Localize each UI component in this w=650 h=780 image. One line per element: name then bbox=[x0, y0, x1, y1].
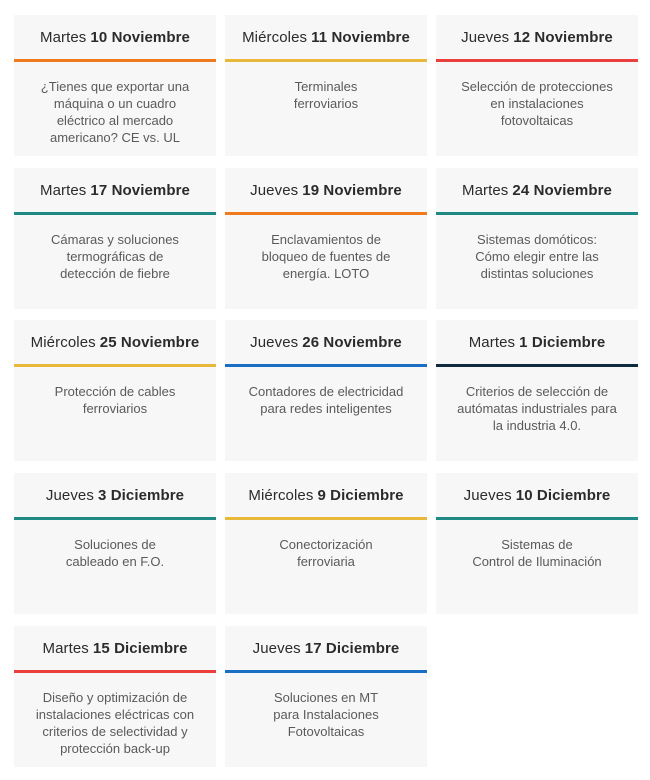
event-title-line: fotovoltaicas bbox=[500, 113, 574, 128]
event-card[interactable] bbox=[436, 473, 638, 614]
event-title-line: Cámaras y soluciones bbox=[51, 232, 179, 247]
event-date-heading bbox=[436, 168, 638, 212]
event-title-line: la industria 4.0. bbox=[492, 418, 582, 433]
event-date: 12 Noviembre bbox=[513, 28, 613, 46]
event-date: 25 Noviembre bbox=[99, 333, 200, 351]
event-date: 17 Noviembre bbox=[90, 181, 191, 199]
event-title-line: Sistemas domóticos: bbox=[477, 232, 597, 247]
event-date-heading bbox=[225, 168, 427, 212]
event-title-line: Protección de cables bbox=[54, 384, 176, 399]
event-card[interactable] bbox=[225, 473, 427, 614]
event-title bbox=[14, 367, 216, 417]
event-date: 15 Diciembre bbox=[92, 639, 188, 657]
event-weekday: Martes bbox=[461, 181, 509, 199]
event-title-line: para redes inteligentes bbox=[260, 401, 392, 416]
event-weekday: Jueves bbox=[250, 181, 299, 199]
event-title-line: Cómo elegir entre las bbox=[475, 249, 599, 264]
event-title-line: ¿Tienes que exportar una bbox=[40, 79, 190, 94]
event-title-line: Fotovoltaicas bbox=[287, 724, 365, 739]
event-weekday: Jueves bbox=[461, 28, 510, 46]
event-date-heading bbox=[14, 168, 216, 212]
event-title-line: Conectorización bbox=[279, 537, 373, 552]
event-weekday: Martes bbox=[42, 639, 89, 657]
event-title-line: instalaciones eléctricas con bbox=[35, 707, 195, 722]
event-card[interactable] bbox=[225, 15, 427, 156]
event-title bbox=[225, 673, 427, 740]
event-weekday: Miércoles bbox=[242, 28, 308, 46]
event-card[interactable] bbox=[14, 473, 216, 614]
event-date-heading bbox=[436, 15, 638, 59]
event-date: 1 Diciembre bbox=[519, 333, 606, 351]
event-title-line: energía. LOTO bbox=[282, 266, 370, 281]
event-title bbox=[225, 215, 427, 282]
event-title-line: detección de fiebre bbox=[60, 266, 170, 281]
event-title bbox=[14, 673, 216, 757]
event-weekday: Miércoles bbox=[30, 333, 96, 351]
event-title-line: ferroviarios bbox=[293, 96, 359, 111]
event-title-line: para Instalaciones bbox=[273, 707, 379, 722]
event-title bbox=[436, 520, 638, 570]
event-title bbox=[225, 367, 427, 417]
event-date: 3 Diciembre bbox=[97, 486, 185, 504]
event-card[interactable] bbox=[436, 168, 638, 309]
event-title-line: Sistemas de bbox=[501, 537, 573, 552]
event-title-line: Terminales bbox=[294, 79, 358, 94]
event-card[interactable] bbox=[225, 168, 427, 309]
event-title-line: Enclavamientos de bbox=[271, 232, 381, 247]
event-title-line: Contadores de electricidad bbox=[248, 384, 404, 399]
event-title-line: americano? CE vs. UL bbox=[49, 130, 181, 145]
event-title-line: Selección de protecciones bbox=[461, 79, 613, 94]
event-date: 24 Noviembre bbox=[512, 181, 613, 199]
event-date-heading bbox=[225, 320, 427, 364]
event-title-line: ferroviarios bbox=[82, 401, 148, 416]
event-weekday: Jueves bbox=[250, 333, 299, 351]
event-title bbox=[14, 520, 216, 570]
event-date: 17 Diciembre bbox=[304, 639, 400, 657]
event-date: 19 Noviembre bbox=[302, 181, 402, 199]
event-date: 10 Noviembre bbox=[90, 28, 191, 46]
event-weekday: Jueves bbox=[252, 639, 301, 657]
event-date-heading bbox=[14, 473, 216, 517]
event-card[interactable] bbox=[436, 320, 638, 461]
event-title-line: Soluciones de bbox=[74, 537, 156, 552]
event-title-line: Diseño y optimización de bbox=[42, 690, 188, 705]
event-title-line: ferroviaria bbox=[297, 554, 355, 569]
event-card[interactable] bbox=[14, 15, 216, 156]
event-weekday: Jueves bbox=[463, 486, 512, 504]
event-title-line: en instalaciones bbox=[490, 96, 584, 111]
event-title-line: eléctrico al mercado bbox=[56, 113, 174, 128]
event-date: 10 Diciembre bbox=[515, 486, 611, 504]
event-title-line: máquina o un cuadro bbox=[53, 96, 177, 111]
event-title-line: bloqueo de fuentes de bbox=[261, 249, 391, 264]
event-card[interactable] bbox=[14, 626, 216, 767]
event-date: 11 Noviembre bbox=[311, 28, 410, 46]
event-title bbox=[14, 62, 216, 146]
event-card[interactable] bbox=[436, 15, 638, 156]
event-date: 9 Diciembre bbox=[317, 486, 404, 504]
event-title-line: Criterios de selección de bbox=[465, 384, 609, 399]
event-weekday: Martes bbox=[39, 181, 87, 199]
event-title bbox=[14, 215, 216, 282]
event-title-line: distintas soluciones bbox=[480, 266, 594, 281]
event-card[interactable] bbox=[14, 168, 216, 309]
event-title-line: protección back-up bbox=[60, 741, 170, 756]
event-weekday: Jueves bbox=[45, 486, 94, 504]
event-title-line: Control de Iluminación bbox=[472, 554, 602, 569]
event-title-line: autómatas industriales para bbox=[457, 401, 617, 416]
event-card[interactable] bbox=[14, 320, 216, 461]
event-card[interactable] bbox=[225, 320, 427, 461]
event-date-heading bbox=[14, 15, 216, 59]
event-date: 26 Noviembre bbox=[302, 333, 402, 351]
event-title-line: cableado en F.O. bbox=[65, 554, 165, 569]
event-title bbox=[436, 62, 638, 129]
event-date-heading bbox=[436, 320, 638, 364]
event-weekday: Martes bbox=[39, 28, 87, 46]
event-title bbox=[225, 62, 427, 112]
event-title-line: termográficas de bbox=[66, 249, 164, 264]
event-title bbox=[436, 367, 638, 434]
event-weekday: Martes bbox=[468, 333, 516, 351]
event-date-heading bbox=[225, 473, 427, 517]
event-title bbox=[436, 215, 638, 282]
event-title-line: Soluciones en MT bbox=[273, 690, 379, 705]
event-date-heading bbox=[436, 473, 638, 517]
event-weekday: Miércoles bbox=[248, 486, 314, 504]
event-date-heading bbox=[14, 320, 216, 364]
event-date-heading bbox=[225, 626, 427, 670]
event-date-heading bbox=[225, 15, 427, 59]
event-date-heading bbox=[14, 626, 216, 670]
event-card[interactable] bbox=[225, 626, 427, 767]
event-title bbox=[225, 520, 427, 570]
event-title-line: criterios de selectividad y bbox=[42, 724, 188, 739]
